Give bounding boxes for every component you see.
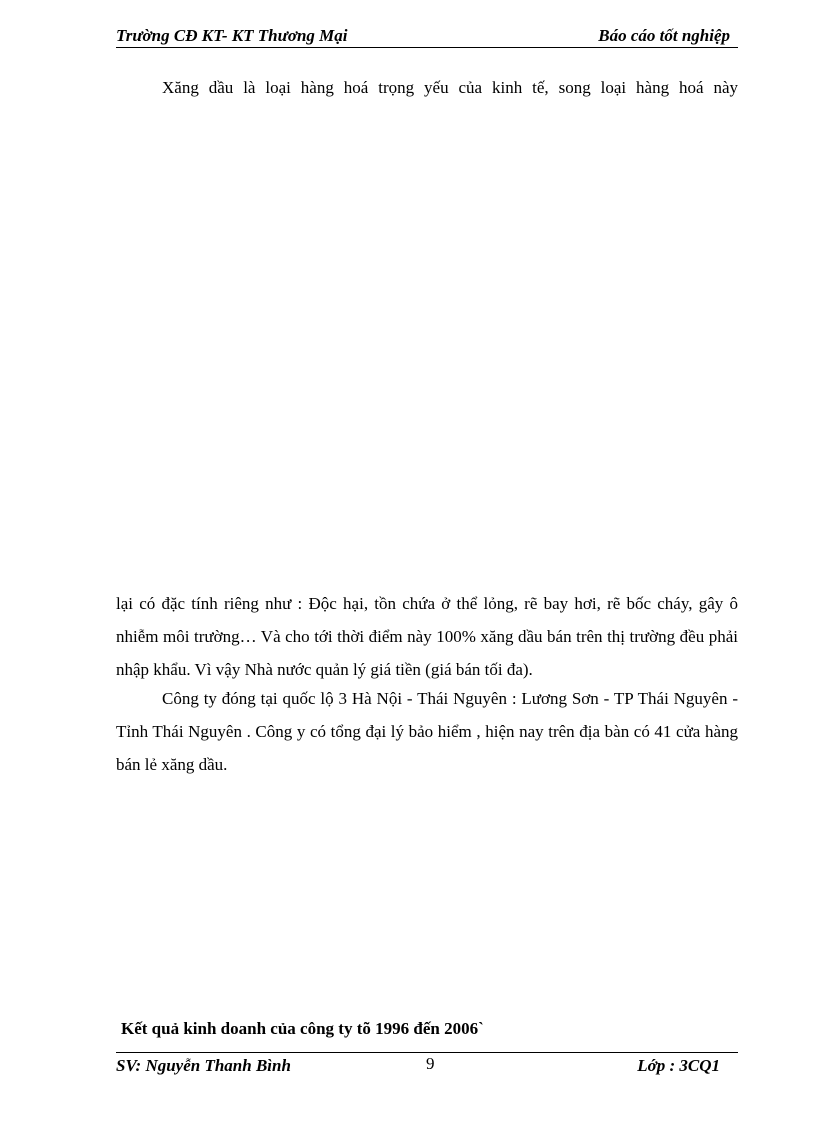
page-number: 9 <box>426 1054 435 1073</box>
school-name: Trường CĐ KT- KT Thương Mại <box>116 26 348 45</box>
report-title: Báo cáo tốt nghiệp <box>598 26 730 45</box>
body-paragraph-3: Công ty đóng tại quốc lộ 3 Hà Nội - Thái Nguyên : Lương Sơn - TP Thái Nguyên - Tỉnh Thái Nguyên . Công y có tổng đại lý bảo hiểm , hiện nay trên địa bàn có 41 cửa hàng bán lẻ xăng dầu. <box>116 689 738 774</box>
body-paragraph-2: lại có đặc tính riêng như : Độc hại, tồn chứa ở thể lỏng, rẽ bay hơi, rẽ bốc cháy, gây ô nhiễm môi trường… Và cho tới thời điểm này 100% xăng dầu bán trên thị trường đều phải nhập khẩu. Vì vậy Nhà nước quản lý giá tiền (giá bán tối đa). <box>116 594 738 679</box>
section-heading: Kết quả kinh doanh của công ty tõ 1996 đến 2006` <box>121 1019 484 1038</box>
body-paragraph-1: Xăng dầu là loại hàng hoá trọng yếu của kinh tế, song loại hàng hoá này <box>162 78 738 97</box>
page-header <box>116 26 738 48</box>
class-name: Lớp : 3CQ1 <box>637 1056 720 1075</box>
student-name: SV: Nguyễn Thanh Bình <box>116 1056 291 1075</box>
page-footer <box>116 1052 738 1083</box>
